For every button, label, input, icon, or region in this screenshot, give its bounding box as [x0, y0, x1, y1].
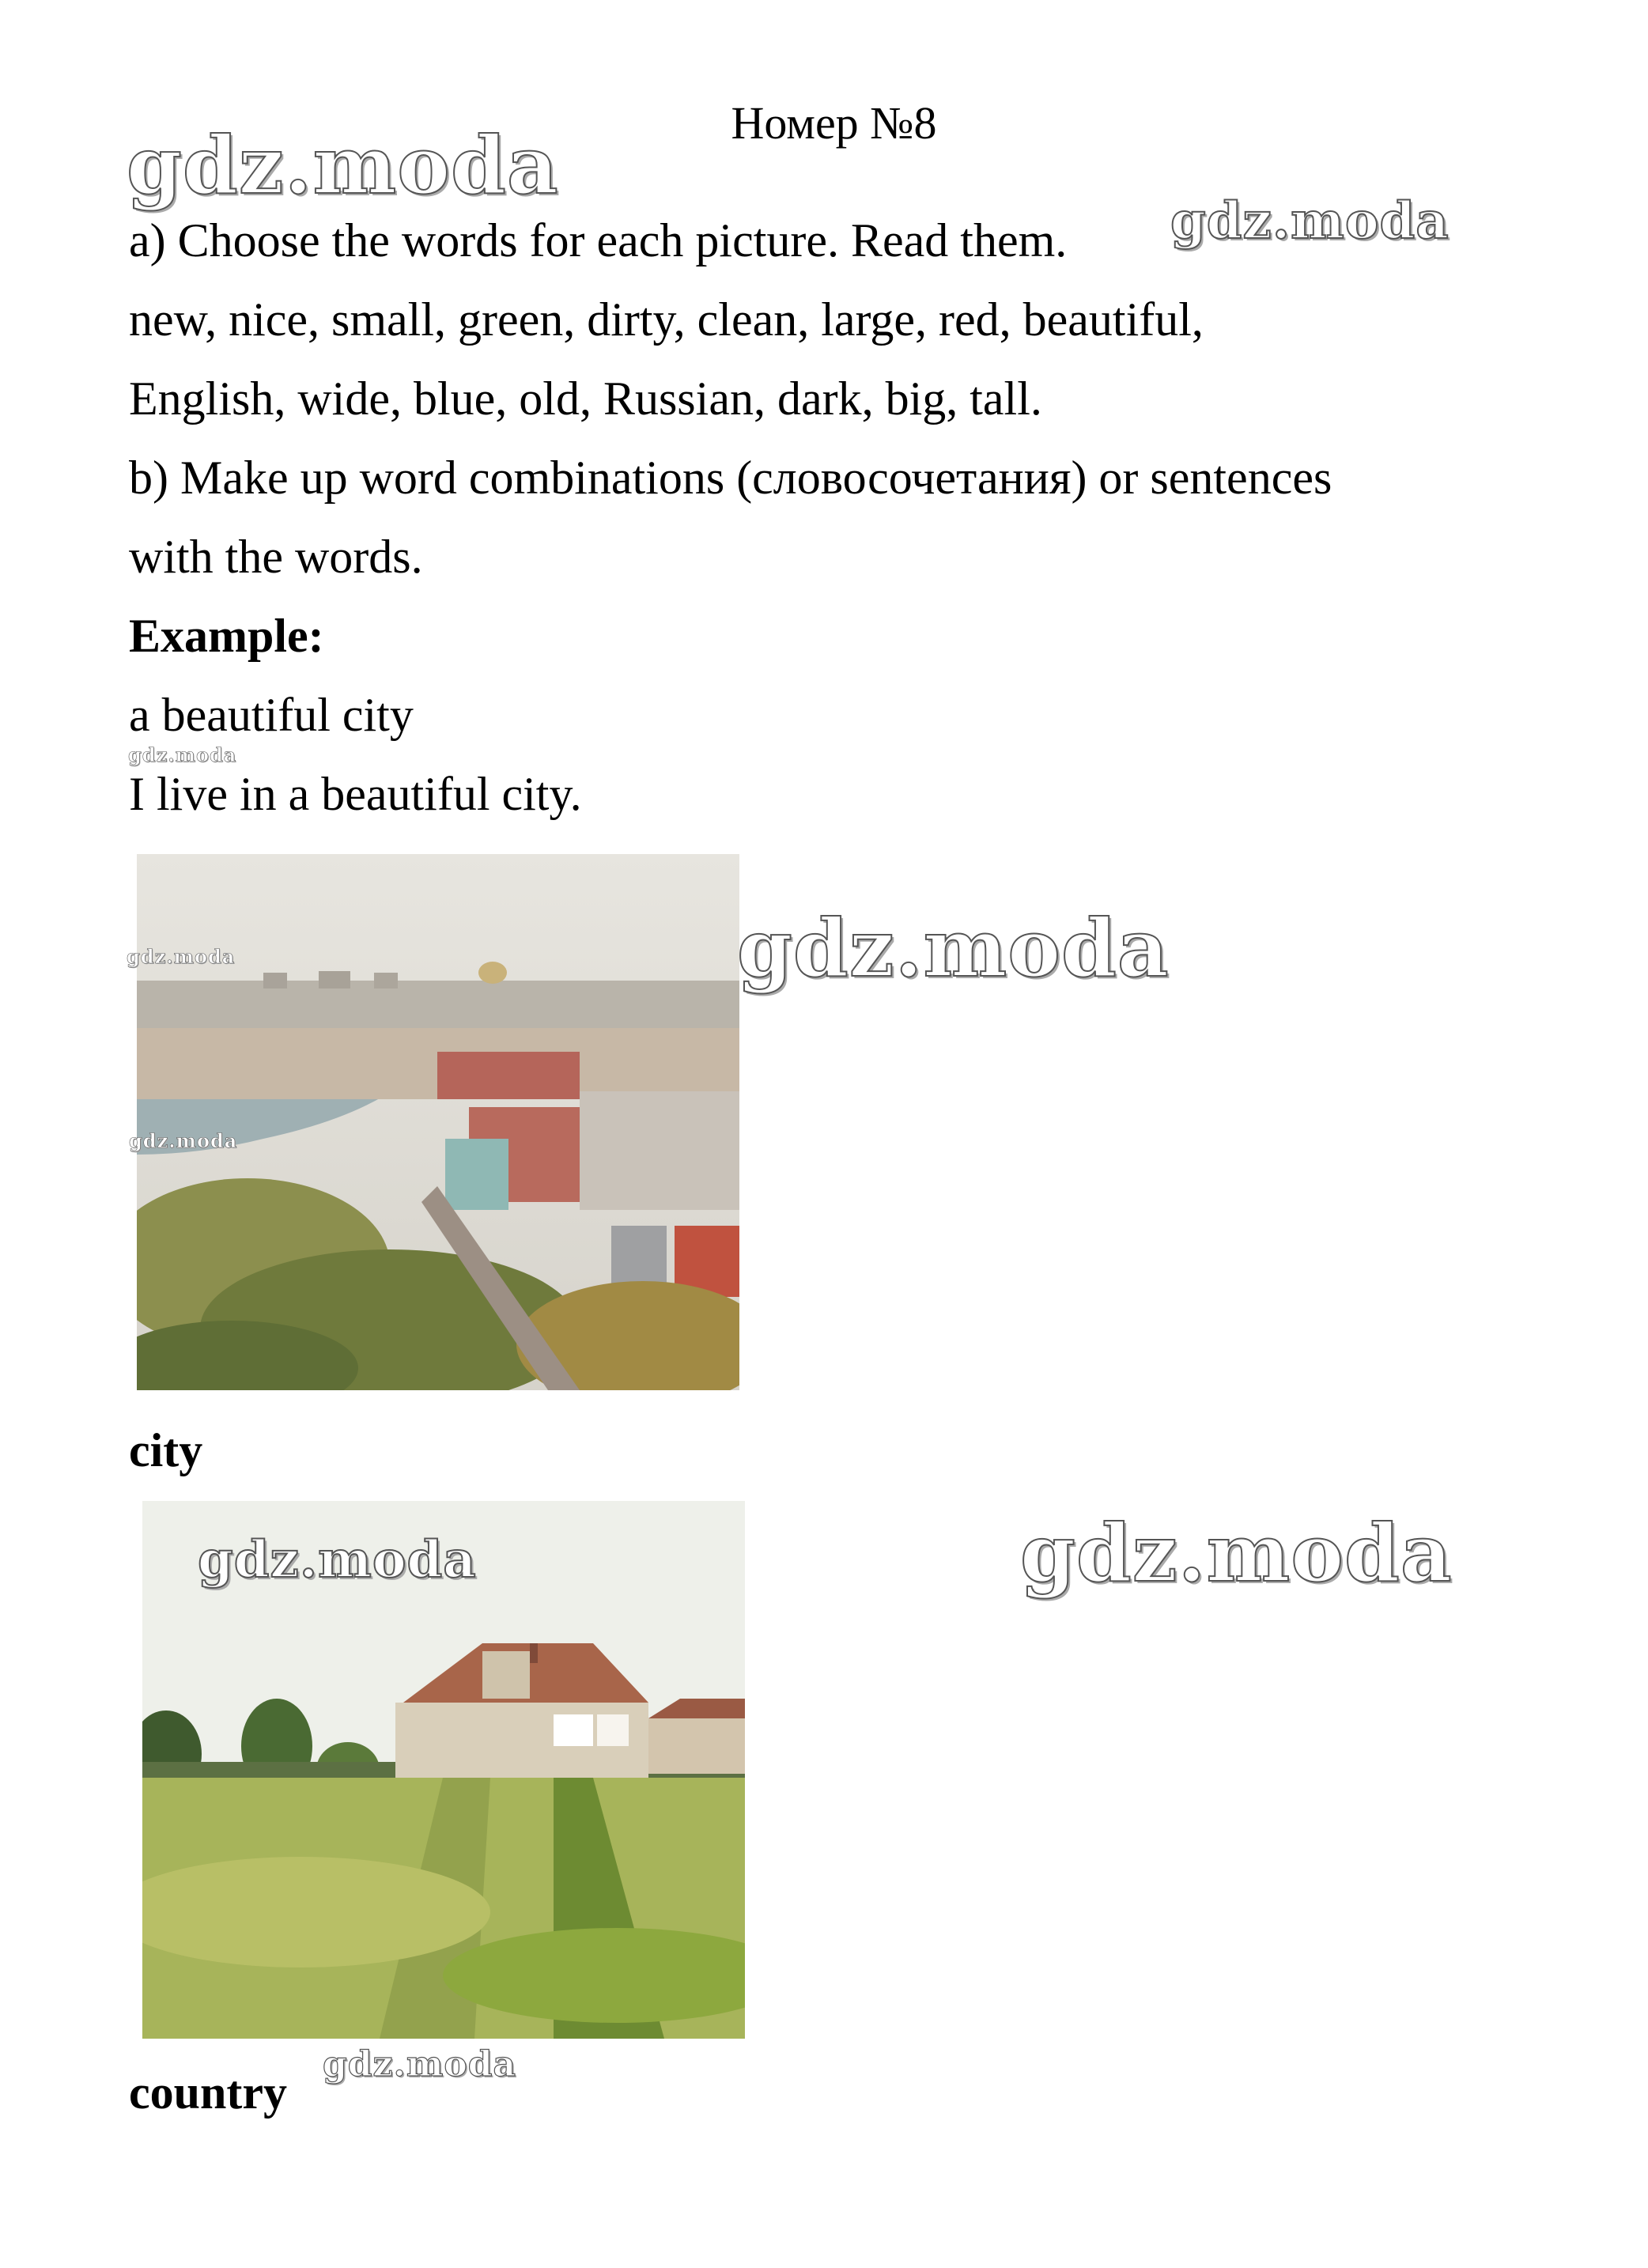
task-line-b: b) Make up word combinations (словосочетания) or sentences: [129, 452, 1332, 504]
word-list-line-2: English, wide, blue, old, Russian, dark, big, tall.: [129, 372, 1042, 425]
watermark-logo: gdz.moda: [323, 2044, 517, 2085]
example-sentence: I live in a beautiful city.: [129, 768, 582, 820]
watermark-logo: gdz.moda: [1020, 1506, 1453, 1600]
example-phrase: a beautiful city: [129, 689, 414, 741]
word-list-line-1: new, nice, small, green, dirty, clean, large, red, beautiful,: [129, 293, 1204, 346]
task-line-a: a) Choose the words for each picture. Read them.: [129, 214, 1068, 266]
task-line-b-continued: with the words.: [129, 531, 423, 583]
watermark-logo: gdz.moda: [129, 1129, 238, 1152]
watermark-logo: gdz.moda: [737, 902, 1170, 995]
watermark-logo: gdz.moda: [198, 1530, 477, 1589]
watermark-logo: gdz.moda: [1170, 191, 1450, 251]
caption-country: country: [129, 2066, 287, 2119]
watermark-logo: gdz.moda: [128, 743, 237, 766]
watermark-logo: gdz.moda: [127, 119, 559, 212]
page-title: Номер №8: [731, 97, 937, 149]
watermark-logo: gdz.moda: [127, 945, 236, 968]
example-label: Example:: [129, 610, 324, 662]
caption-city: city: [129, 1424, 203, 1476]
city-photo: [137, 854, 739, 1390]
